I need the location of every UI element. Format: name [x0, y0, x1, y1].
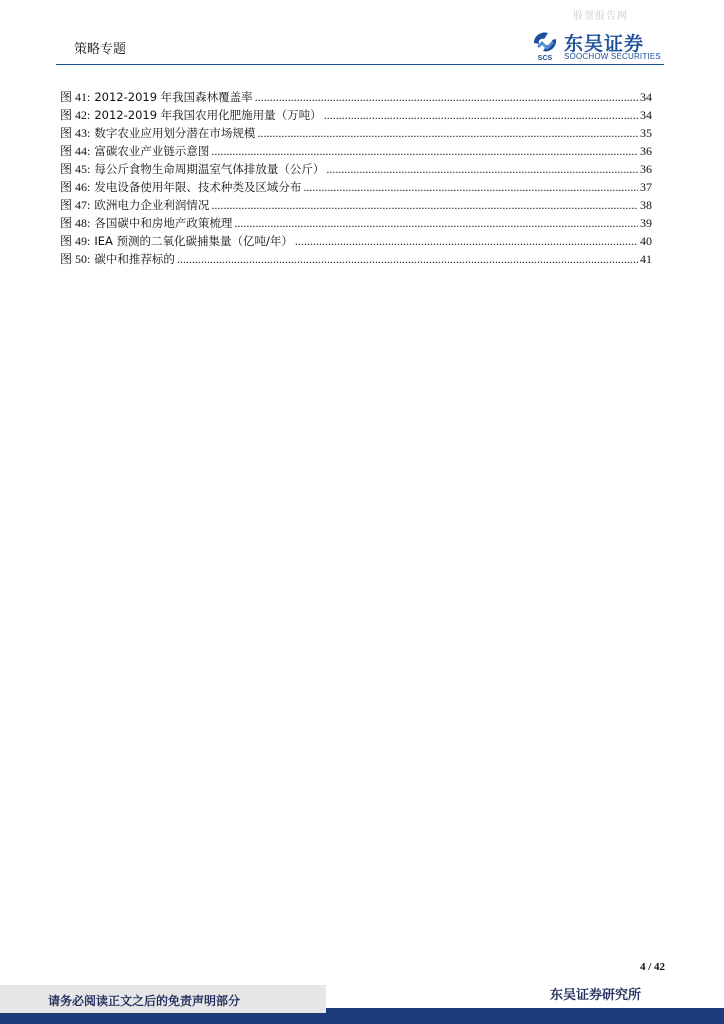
page-number: 4 / 42: [640, 961, 666, 973]
toc-entry-label: 图 44:: [60, 144, 91, 158]
toc-entry-title: IEA 预测的二氧化碳捕集量（亿吨/年）: [94, 234, 293, 248]
toc-entry-label: 图 50:: [60, 252, 91, 266]
toc-entry-page: 39: [640, 216, 652, 230]
toc-entry-page: 36: [640, 162, 652, 176]
company-logo: [530, 29, 680, 63]
toc-entry-leader-dots: [211, 142, 638, 160]
toc-entry-title: 每公斤食物生命周期温室气体排放量（公斤）: [94, 162, 325, 176]
toc-entry-page: 38: [640, 198, 652, 212]
toc-entry-title: 欧洲电力企业利润情况: [94, 198, 210, 212]
footer-bar-left: [0, 1013, 326, 1024]
footer-disclaimer-box: [0, 985, 326, 1013]
toc-entry-label: 图 46:: [60, 180, 91, 194]
toc-entry-title: 数字农业应用划分潜在市场规模: [94, 126, 256, 140]
toc-entry-leader-dots: [295, 232, 638, 250]
toc-entry[interactable]: [60, 160, 652, 178]
toc-entry-leader-dots: [234, 214, 638, 232]
toc-entry-title: 碳中和推荐标的: [94, 252, 175, 266]
toc-entry[interactable]: [60, 178, 652, 196]
toc-entry[interactable]: [60, 196, 652, 214]
footer-disclaimer: 请务必阅读正文之后的免责声明部分: [48, 994, 241, 1008]
toc-entry-page: 41: [640, 252, 652, 266]
toc-entry-label: 图 45:: [60, 162, 91, 176]
footer-bar: [326, 1008, 724, 1024]
toc-entry-title: 各国碳中和房地产政策梳理: [94, 216, 233, 230]
figure-index-list: [60, 88, 652, 268]
toc-entry-leader-dots: [257, 124, 638, 142]
toc-entry-leader-dots: [211, 196, 638, 214]
toc-entry-label: 图 41:: [60, 90, 91, 104]
logo-mark-text: SCS: [537, 55, 553, 61]
toc-entry-leader-dots: [255, 88, 638, 106]
toc-entry[interactable]: [60, 88, 652, 106]
toc-entry-label: 图 42:: [60, 108, 91, 122]
toc-entry-page: 34: [640, 90, 652, 104]
logo-english-name: SOOCHOW SECURITIES: [564, 52, 661, 61]
toc-entry-title: 2012-2019 年我国森林覆盖率: [94, 90, 253, 104]
toc-entry[interactable]: [60, 232, 652, 250]
toc-entry[interactable]: [60, 214, 652, 232]
toc-entry-leader-dots: [326, 160, 638, 178]
section-title: 策略专题: [74, 42, 127, 57]
toc-entry-title: 2012-2019 年我国农用化肥施用量（万吨）: [94, 108, 322, 122]
header-rule: [56, 64, 664, 65]
toc-entry-label: 图 47:: [60, 198, 91, 212]
toc-entry-label: 图 48:: [60, 216, 91, 230]
toc-entry-label: 图 49:: [60, 234, 91, 248]
toc-entry[interactable]: [60, 106, 652, 124]
footer-institute: 东吴证券研究所: [550, 988, 642, 1003]
toc-entry[interactable]: [60, 250, 652, 268]
toc-entry-page: 40: [640, 234, 652, 248]
toc-entry-title: 富碳农业产业链示意图: [94, 144, 210, 158]
logo-chinese-name: 东吴证券: [564, 33, 645, 55]
toc-entry-page: 35: [640, 126, 652, 140]
toc-entry-page: 34: [640, 108, 652, 122]
toc-entry[interactable]: [60, 142, 652, 160]
toc-entry-label: 图 43:: [60, 126, 91, 140]
toc-entry[interactable]: [60, 124, 652, 142]
toc-entry-leader-dots: [324, 106, 638, 124]
toc-entry-leader-dots: [303, 178, 638, 196]
toc-entry-title: 发电设备使用年限、技术种类及区域分布: [94, 180, 302, 194]
toc-entry-page: 36: [640, 144, 652, 158]
toc-entry-page: 37: [640, 180, 652, 194]
watermark: 股票报告网: [573, 11, 628, 22]
toc-entry-leader-dots: [177, 250, 638, 268]
logo-mark-icon: [530, 29, 560, 61]
